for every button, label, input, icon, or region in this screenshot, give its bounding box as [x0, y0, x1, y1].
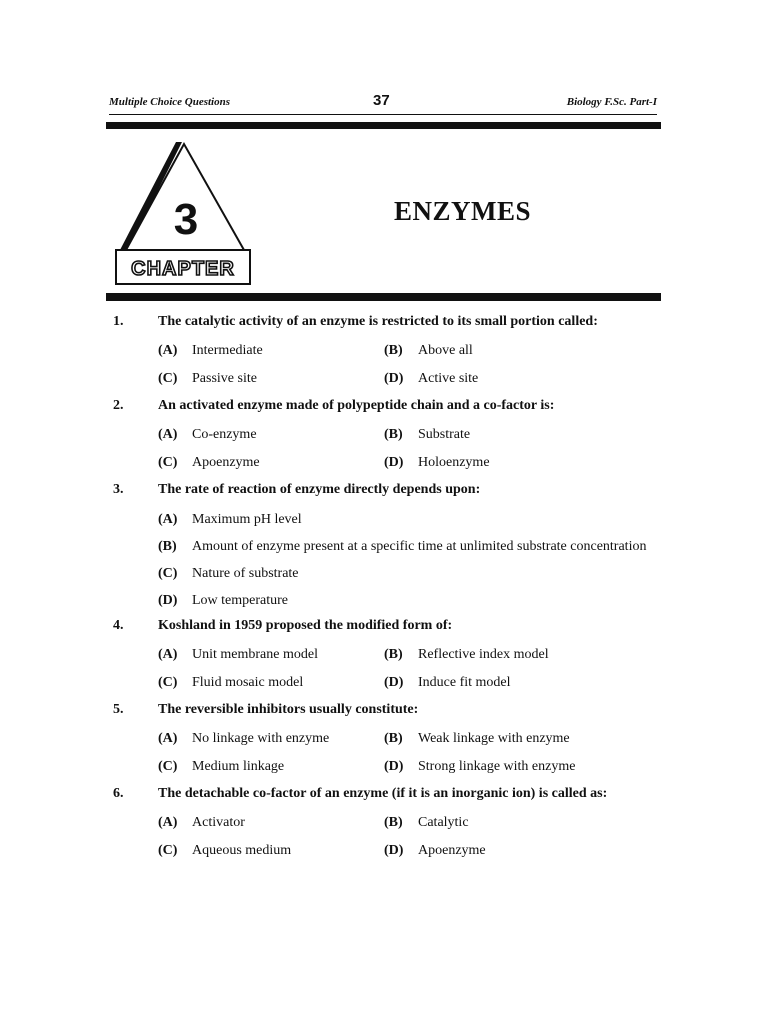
option-b: (B) Reflective index model [384, 647, 549, 662]
question-number: 1. [113, 314, 124, 329]
option-c: (C) Medium linkage [158, 759, 285, 774]
question-item [113, 702, 658, 786]
question-number: 4. [113, 618, 124, 633]
question-item [113, 786, 658, 861]
question-number: 2. [113, 398, 124, 413]
question-item [113, 314, 658, 398]
option-d: (D) Holoenzyme [384, 455, 490, 470]
option-c: (C) Passive site [158, 371, 257, 386]
option-b: (B) Weak linkage with enzyme [384, 731, 570, 746]
page-number: 37 [373, 92, 390, 109]
option-d: (D) Low temperature [158, 593, 289, 608]
question-text: The catalytic activity of an enzyme is restricted to its small portion called: [158, 314, 598, 329]
question-item [113, 618, 658, 702]
option-a: (A) Maximum pH level [158, 512, 302, 527]
option-b: (B) Catalytic [384, 815, 469, 830]
question-item [113, 398, 658, 482]
chapter-badge [112, 138, 254, 288]
question-item [113, 482, 658, 618]
section-thick-rule [106, 293, 661, 301]
question-text: The detachable co-factor of an enzyme (if it is an inorganic ion) is called as: [158, 786, 608, 801]
chapter-number: 3 [173, 195, 199, 244]
option-d: (D) Apoenzyme [384, 843, 486, 858]
option-b: (B) Above all [384, 343, 473, 358]
option-a: (A) No linkage with enzyme [158, 731, 330, 746]
header-section-title: Multiple Choice Questions [109, 96, 231, 108]
option-d: (D) Strong linkage with enzyme [384, 759, 576, 774]
question-text: The rate of reaction of enzyme directly depends upon: [158, 482, 481, 497]
option-a: (A) Unit membrane model [158, 647, 318, 662]
option-c: (C) Fluid mosaic model [158, 675, 304, 690]
chapter-label: CHAPTER [131, 258, 235, 280]
question-number: 3. [113, 482, 124, 497]
option-a: (A) Co-enzyme [158, 427, 257, 442]
option-c: (C) Aqueous medium [158, 843, 292, 858]
top-thick-rule [106, 122, 661, 129]
option-d: (D) Active site [384, 371, 479, 386]
option-c: (C) Nature of substrate [158, 566, 299, 581]
running-header [109, 92, 657, 114]
question-text: An activated enzyme made of polypeptide chain and a co-factor is: [158, 398, 555, 413]
question-text: Koshland in 1959 proposed the modified form of: [158, 618, 453, 633]
chapter-title: ENZYMES [394, 196, 532, 226]
question-list [113, 314, 658, 861]
option-b: (B) Substrate [384, 427, 471, 442]
question-text: The reversible inhibitors usually constitute: [158, 702, 419, 717]
option-a: (A) Activator [158, 815, 245, 830]
option-a: (A) Intermediate [158, 343, 263, 358]
question-number: 6. [113, 786, 124, 801]
option-d: (D) Induce fit model [384, 675, 511, 690]
question-number: 5. [113, 702, 124, 717]
option-c: (C) Apoenzyme [158, 455, 260, 470]
option-b: (B) Amount of enzyme present at a specific time at unlimited substrate concentration [158, 539, 647, 554]
header-book-title: Biology F.Sc. Part-I [566, 96, 657, 108]
header-underline [109, 114, 657, 115]
